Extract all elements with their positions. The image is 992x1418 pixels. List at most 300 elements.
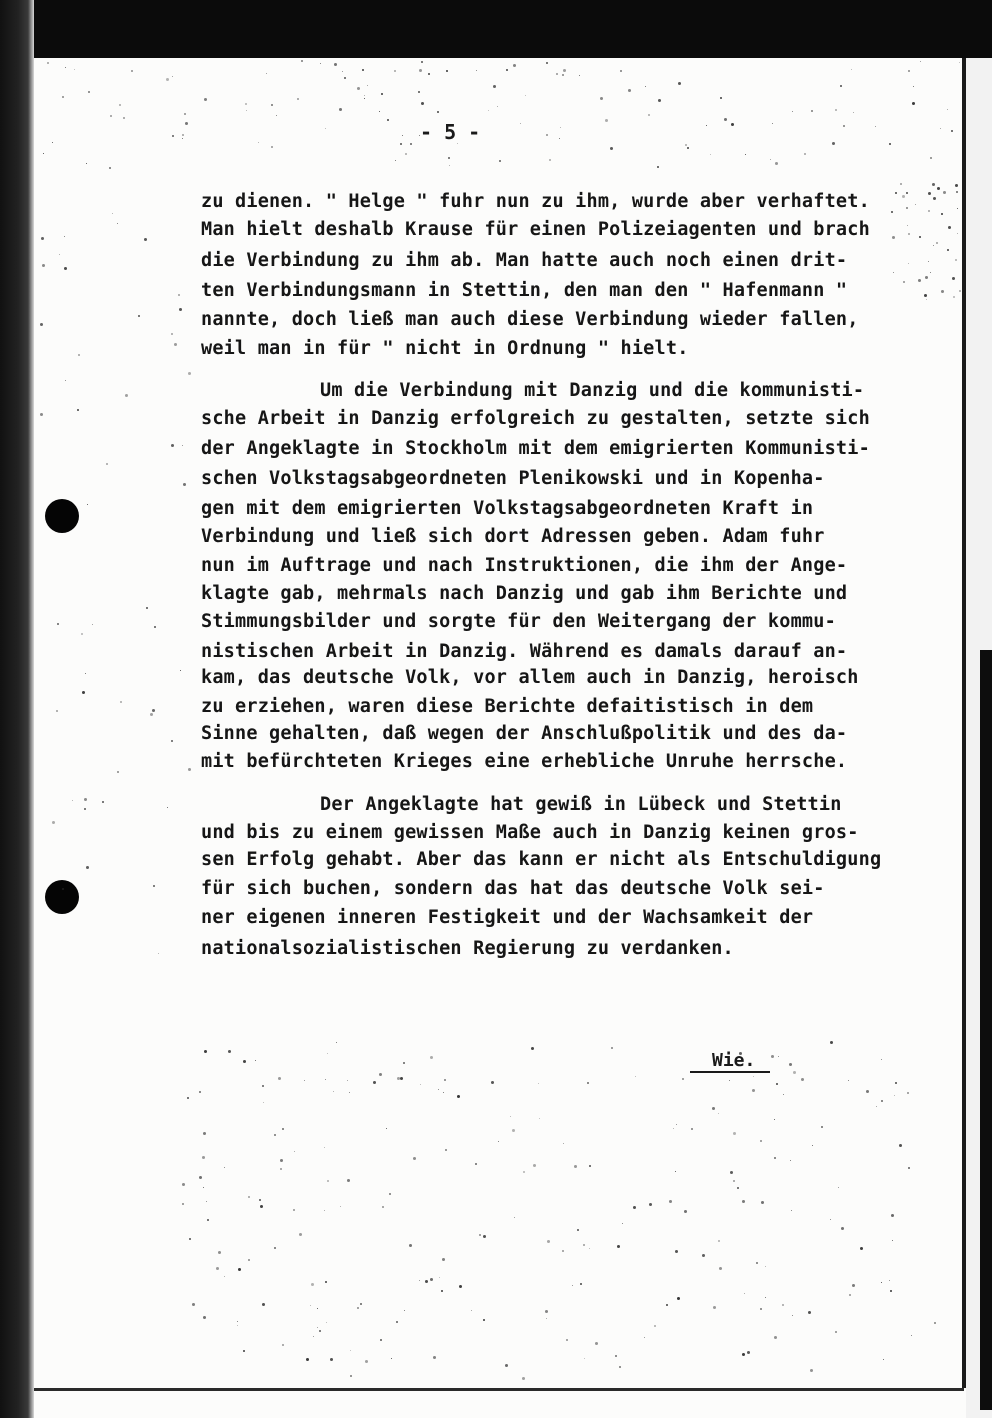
scan-speck xyxy=(282,1344,284,1346)
scan-speck xyxy=(808,1311,811,1314)
text-line: und bis zu einem gewissen Maße auch in Danzig keinen gros- xyxy=(201,822,859,843)
scan-speck xyxy=(419,69,422,72)
scan-speck xyxy=(158,953,159,954)
scan-speck xyxy=(760,1308,762,1310)
scan-speck xyxy=(615,1355,617,1357)
scan-speck xyxy=(62,96,64,98)
scan-speck xyxy=(657,166,659,168)
scan-speck xyxy=(951,130,953,132)
scan-speck xyxy=(546,1318,547,1319)
scan-speck xyxy=(379,111,380,112)
scan-speck xyxy=(731,123,734,126)
scan-speck xyxy=(171,444,174,447)
scan-speck xyxy=(86,163,87,164)
scan-speck xyxy=(64,267,67,270)
scan-speck xyxy=(324,1147,325,1148)
scan-speck xyxy=(908,263,909,264)
scan-speck xyxy=(367,85,368,86)
scan-speck xyxy=(182,134,184,136)
scan-speck xyxy=(171,740,173,742)
scan-speck xyxy=(587,1082,589,1084)
scan-speck xyxy=(889,143,891,145)
scan-speck xyxy=(419,1280,420,1281)
scan-speck xyxy=(936,242,938,244)
scan-speck xyxy=(928,192,931,195)
scan-speck xyxy=(400,1077,403,1080)
scan-speck xyxy=(306,1358,309,1361)
scan-speck xyxy=(199,1091,201,1093)
scan-speck xyxy=(62,888,64,890)
text-line: schen Volkstagsabgeordneten Plenikowski und in Kopenha- xyxy=(201,468,825,489)
text-line: Der Angeklagte hat gewiß in Lübeck und Stettin xyxy=(320,794,842,815)
scan-speck xyxy=(271,146,273,148)
scan-speck xyxy=(894,1095,895,1096)
text-line: weil man in für " nicht in Ordnung " hielt. xyxy=(201,338,689,359)
scan-speck xyxy=(421,61,423,63)
scan-speck xyxy=(146,607,148,609)
scan-speck xyxy=(167,807,168,808)
scan-speck xyxy=(522,1377,525,1380)
scan-speck xyxy=(706,125,707,126)
scan-speck xyxy=(497,106,498,107)
scan-speck xyxy=(566,1339,568,1341)
scan-speck xyxy=(182,1183,185,1186)
scan-speck xyxy=(733,1180,735,1182)
scan-speck xyxy=(77,409,79,411)
scan-speck xyxy=(475,1163,477,1165)
scan-speck xyxy=(182,1203,184,1205)
scan-speck xyxy=(580,1283,582,1285)
scan-speck xyxy=(413,1157,416,1160)
scan-speck xyxy=(278,1077,281,1080)
scan-speck xyxy=(204,1050,207,1053)
scan-speck xyxy=(924,294,927,297)
scan-speck xyxy=(166,78,169,81)
scan-speck xyxy=(430,1056,433,1059)
scan-speck xyxy=(327,1180,329,1182)
scan-speck xyxy=(583,1244,585,1246)
scan-speck xyxy=(745,154,746,155)
scan-speck xyxy=(811,110,813,112)
scan-speck xyxy=(908,70,910,72)
scan-speck xyxy=(276,115,277,116)
scan-speck xyxy=(483,1319,485,1321)
scan-speck xyxy=(325,128,326,129)
scan-speck xyxy=(340,1206,341,1207)
scan-speck xyxy=(771,1055,774,1058)
scan-speck xyxy=(409,1244,412,1247)
scan-speck xyxy=(400,143,402,145)
scan-speck xyxy=(85,673,86,674)
scan-speck xyxy=(906,207,908,209)
scan-speck xyxy=(610,147,613,150)
text-line: kam, das deutsche Volk, vor allem auch in Danzig, heroisch xyxy=(201,667,859,688)
scan-speck xyxy=(476,70,477,71)
scan-speck xyxy=(443,1092,444,1093)
scan-speck xyxy=(428,73,430,75)
scan-speck xyxy=(702,1254,705,1257)
scan-speck xyxy=(718,1240,720,1242)
scan-speck xyxy=(64,236,65,237)
scan-speck xyxy=(320,63,321,64)
scan-speck xyxy=(87,504,88,505)
scan-speck xyxy=(765,1297,766,1298)
scan-speck xyxy=(421,102,424,105)
scan-speck xyxy=(199,1176,202,1179)
scan-speck xyxy=(262,1303,265,1306)
scan-speck xyxy=(545,1310,548,1313)
scan-speck xyxy=(445,1149,447,1151)
scan-speck xyxy=(959,62,960,63)
scan-speck xyxy=(669,1200,672,1203)
scan-speck xyxy=(628,89,631,92)
scan-speck xyxy=(403,1062,405,1064)
scan-speck xyxy=(520,123,521,124)
text-line: sen Erfolg gehabt. Aber das kann er nicht als Entschuldigung xyxy=(201,849,882,870)
scan-speck xyxy=(675,1171,676,1172)
scan-speck xyxy=(301,60,303,62)
scan-speck xyxy=(928,210,930,212)
scan-speck xyxy=(933,245,934,246)
scan-speck xyxy=(948,226,951,229)
scan-speck xyxy=(937,187,940,190)
scan-speck xyxy=(584,1358,585,1359)
scan-speck xyxy=(263,1102,264,1103)
scan-speck xyxy=(574,1165,577,1168)
scan-speck xyxy=(832,142,835,145)
scan-speck xyxy=(513,64,516,67)
scan-speck xyxy=(299,1233,302,1236)
scan-speck xyxy=(719,1267,722,1270)
text-line: ten Verbindungsmann in Stettin, den man den " Hafenmann " xyxy=(201,280,848,301)
scan-speck xyxy=(579,75,580,76)
scan-speck xyxy=(934,1322,936,1324)
scan-speck xyxy=(243,1060,246,1063)
scan-speck xyxy=(40,323,43,326)
scan-speck xyxy=(81,633,83,635)
scan-speck xyxy=(364,98,365,99)
scan-speck xyxy=(908,233,910,235)
scan-speck xyxy=(506,69,508,71)
scan-speck xyxy=(180,670,181,671)
scan-speck xyxy=(953,296,955,298)
scan-speck xyxy=(684,1210,687,1213)
scan-speck xyxy=(325,1281,327,1283)
scan-speck xyxy=(772,123,773,124)
scan-speck xyxy=(783,1094,784,1095)
scan-speck xyxy=(649,1203,652,1206)
scan-speck xyxy=(182,445,183,446)
scan-speck xyxy=(770,159,771,160)
scan-speck xyxy=(620,70,622,72)
scan-speck xyxy=(248,1196,250,1198)
scan-speck xyxy=(774,1119,775,1120)
scan-speck xyxy=(364,95,365,96)
scan-speck xyxy=(153,885,155,887)
scan-speck xyxy=(589,1248,590,1249)
scan-speck xyxy=(448,157,450,159)
scan-speck xyxy=(906,192,908,194)
scan-speck xyxy=(404,1310,405,1311)
scan-speck xyxy=(42,264,45,267)
text-line: der Angeklagte in Stockholm mit dem emigrierten Kommunisti- xyxy=(201,438,870,459)
scan-speck xyxy=(446,70,448,72)
text-line: mit befürchteten Krieges eine erhebliche Unruhe herrsche. xyxy=(201,751,848,772)
scan-speck xyxy=(102,801,104,803)
scan-speck xyxy=(595,1342,598,1345)
scan-speck xyxy=(402,135,403,136)
scan-speck xyxy=(150,713,153,716)
scan-speck xyxy=(881,1100,883,1102)
scan-speck xyxy=(449,165,450,166)
scan-speck xyxy=(78,354,80,356)
scan-speck xyxy=(88,91,90,93)
scan-speck xyxy=(907,225,908,226)
scan-speck xyxy=(174,343,177,346)
scan-left-border xyxy=(0,0,34,1418)
text-line: nun im Auftrage und nach Instruktionen, die ihm der Ange- xyxy=(201,555,848,576)
scan-speck xyxy=(172,135,174,137)
scan-speck xyxy=(801,1078,804,1081)
scan-speck xyxy=(182,138,183,139)
scan-speck xyxy=(713,1306,716,1309)
text-line: Stimmungsbilder und sorgte für den Weitergang der kommu- xyxy=(201,611,836,632)
scan-speck xyxy=(742,1353,745,1356)
scan-speck xyxy=(912,102,915,105)
scan-speck xyxy=(776,1083,778,1085)
scan-speck xyxy=(326,1322,327,1323)
scan-speck xyxy=(347,1179,350,1182)
scan-speck xyxy=(171,333,173,335)
scan-speck xyxy=(347,1080,348,1081)
scan-speck xyxy=(266,73,267,74)
text-line: zu dienen. " Helge " fuhr nun zu ihm, wurde aber verhaftet. xyxy=(201,191,870,212)
scan-speck xyxy=(483,1235,486,1238)
scan-speck xyxy=(204,98,207,101)
scan-speck xyxy=(761,1201,764,1204)
scan-speck xyxy=(310,1305,311,1306)
scan-speck xyxy=(336,1042,337,1043)
scan-speck xyxy=(891,1214,894,1217)
scan-speck xyxy=(658,99,661,102)
scan-speck xyxy=(178,294,180,296)
scan-speck xyxy=(756,1262,758,1264)
scan-speck xyxy=(685,144,687,146)
scan-speck xyxy=(792,1315,793,1316)
scan-speck xyxy=(386,1128,387,1129)
scan-speck xyxy=(928,261,929,262)
scan-speck xyxy=(782,1304,784,1306)
scan-speck xyxy=(677,1297,680,1300)
scan-right-tab xyxy=(980,650,992,1410)
text-line: ner eigenen inneren Festigkeit und der Wachsamkeit der xyxy=(201,907,814,928)
scan-speck xyxy=(117,223,118,224)
scan-speck xyxy=(86,866,89,869)
scan-speck xyxy=(123,117,125,119)
scan-speck xyxy=(237,1325,238,1326)
scan-speck xyxy=(720,97,722,99)
scan-speck xyxy=(357,87,360,90)
scan-speck xyxy=(730,1171,733,1174)
scan-speck xyxy=(563,1143,564,1144)
scan-speck xyxy=(835,1331,837,1333)
scan-speck xyxy=(65,67,66,68)
scan-speck xyxy=(572,1285,573,1286)
scan-speck xyxy=(525,95,526,96)
scan-speck xyxy=(635,1076,636,1077)
scan-speck xyxy=(911,1335,912,1336)
page-number: - 5 - xyxy=(420,120,481,144)
scan-speck xyxy=(724,118,727,121)
scan-speck xyxy=(382,1206,384,1208)
scan-speck xyxy=(673,1128,674,1129)
scan-speck xyxy=(932,183,935,186)
scan-speck xyxy=(691,1128,693,1130)
scan-speck xyxy=(255,1060,256,1061)
scan-speck xyxy=(955,259,957,261)
scan-speck xyxy=(577,1229,579,1231)
scan-speck xyxy=(633,1206,636,1209)
scan-speck xyxy=(131,70,133,72)
scan-speck xyxy=(849,1294,851,1296)
scan-speck xyxy=(523,1171,525,1173)
scan-speck xyxy=(459,1285,462,1288)
scan-speck xyxy=(319,1330,321,1332)
scan-speck xyxy=(144,238,147,241)
scan-speck xyxy=(747,1351,750,1354)
scan-speck xyxy=(425,1280,428,1283)
text-line: Um die Verbindung mit Danzig und die kommunisti- xyxy=(320,380,865,401)
scan-speck xyxy=(560,127,561,128)
scan-speck xyxy=(184,113,186,115)
text-line: Sinne gehalten, daß wegen der Anschlußpolitik und des da- xyxy=(201,723,848,744)
scan-speck xyxy=(947,109,948,110)
scan-speck xyxy=(438,1089,439,1090)
scan-speck xyxy=(313,1336,314,1337)
scan-speck xyxy=(457,1095,460,1098)
scan-speck xyxy=(957,233,958,234)
scan-speck xyxy=(52,142,53,143)
scan-speck xyxy=(821,1126,823,1128)
text-line: nistischen Arbeit in Danzig. Während es damals darauf an- xyxy=(201,641,848,662)
scan-speck xyxy=(830,1041,833,1044)
scan-speck xyxy=(860,1247,863,1250)
scan-speck xyxy=(125,394,128,397)
scan-speck xyxy=(297,98,299,100)
scan-speck xyxy=(899,1144,902,1147)
scan-speck xyxy=(441,1290,443,1292)
scan-speck xyxy=(430,1278,433,1281)
scan-speck xyxy=(891,211,893,213)
page-bottom-edge xyxy=(34,1388,964,1391)
scan-speck xyxy=(617,1245,620,1248)
scan-speck xyxy=(729,1080,730,1081)
text-line: die Verbindung zu ihm ab. Man hatte auch noch einen drit- xyxy=(201,250,848,271)
scan-speck xyxy=(43,153,44,154)
scan-speck xyxy=(920,61,921,62)
scan-speck xyxy=(883,1359,884,1360)
scan-speck xyxy=(471,1310,472,1311)
scan-speck xyxy=(908,1167,910,1169)
scan-speck xyxy=(875,126,876,127)
scan-speck xyxy=(933,197,936,200)
scan-speck xyxy=(84,808,86,810)
scan-speck xyxy=(812,1145,813,1146)
scan-speck xyxy=(835,109,837,111)
scan-speck xyxy=(189,1238,191,1240)
scan-speck xyxy=(902,195,905,198)
scan-speck xyxy=(294,1151,295,1152)
scan-speck xyxy=(840,85,842,87)
scan-speck xyxy=(379,1073,382,1076)
scan-speck xyxy=(373,1081,376,1084)
scan-speck xyxy=(941,213,943,215)
scan-speck xyxy=(841,1227,844,1230)
scan-speck xyxy=(903,281,905,283)
scan-speck xyxy=(56,710,58,712)
text-line: sche Arbeit in Danzig erfolgreich zu gestalten, setzte sich xyxy=(201,408,870,429)
scan-speck xyxy=(774,1336,777,1339)
scan-speck xyxy=(350,1375,352,1377)
scan-speck xyxy=(562,1250,564,1252)
scan-speck xyxy=(82,691,85,694)
scan-speck xyxy=(203,1187,204,1188)
scan-speck xyxy=(245,103,247,105)
scan-speck xyxy=(138,315,140,317)
scan-speck xyxy=(559,138,560,139)
scan-speck xyxy=(260,1205,263,1208)
scan-speck xyxy=(753,1076,754,1077)
scan-speck xyxy=(881,1282,882,1283)
scan-speck xyxy=(202,1156,205,1159)
scan-speck xyxy=(644,1337,645,1338)
scan-speck xyxy=(893,272,894,273)
scan-speck xyxy=(439,1277,440,1278)
scan-speck xyxy=(848,1080,849,1081)
scan-speck xyxy=(396,1321,398,1323)
scan-speck xyxy=(185,122,188,125)
scan-speck xyxy=(718,1113,719,1114)
scan-speck xyxy=(362,69,364,71)
scan-speck xyxy=(246,110,247,111)
scan-speck xyxy=(262,1085,264,1087)
scan-speck xyxy=(940,128,941,129)
scan-top-border xyxy=(0,0,992,58)
scan-speck xyxy=(203,1316,206,1319)
scan-speck xyxy=(866,1090,869,1093)
scan-speck xyxy=(282,1128,284,1130)
scan-speck xyxy=(280,1168,282,1170)
scan-speck xyxy=(955,184,958,187)
scan-speck xyxy=(218,1251,221,1254)
scan-speck xyxy=(41,237,44,240)
scan-speck xyxy=(395,160,396,161)
closing-initials: Wie. xyxy=(712,1050,756,1071)
scan-speck xyxy=(52,821,55,824)
scan-speck xyxy=(109,167,111,169)
scan-speck xyxy=(789,1063,792,1066)
scan-speck xyxy=(479,1234,481,1236)
scan-speck xyxy=(778,1056,779,1057)
scan-speck xyxy=(330,1358,333,1361)
scan-speck xyxy=(84,798,87,801)
scan-speck xyxy=(925,276,928,279)
scan-speck xyxy=(687,147,689,149)
scan-speck xyxy=(600,97,603,100)
scan-speck xyxy=(258,142,259,143)
scan-speck xyxy=(120,701,122,703)
scan-speck xyxy=(183,483,186,486)
